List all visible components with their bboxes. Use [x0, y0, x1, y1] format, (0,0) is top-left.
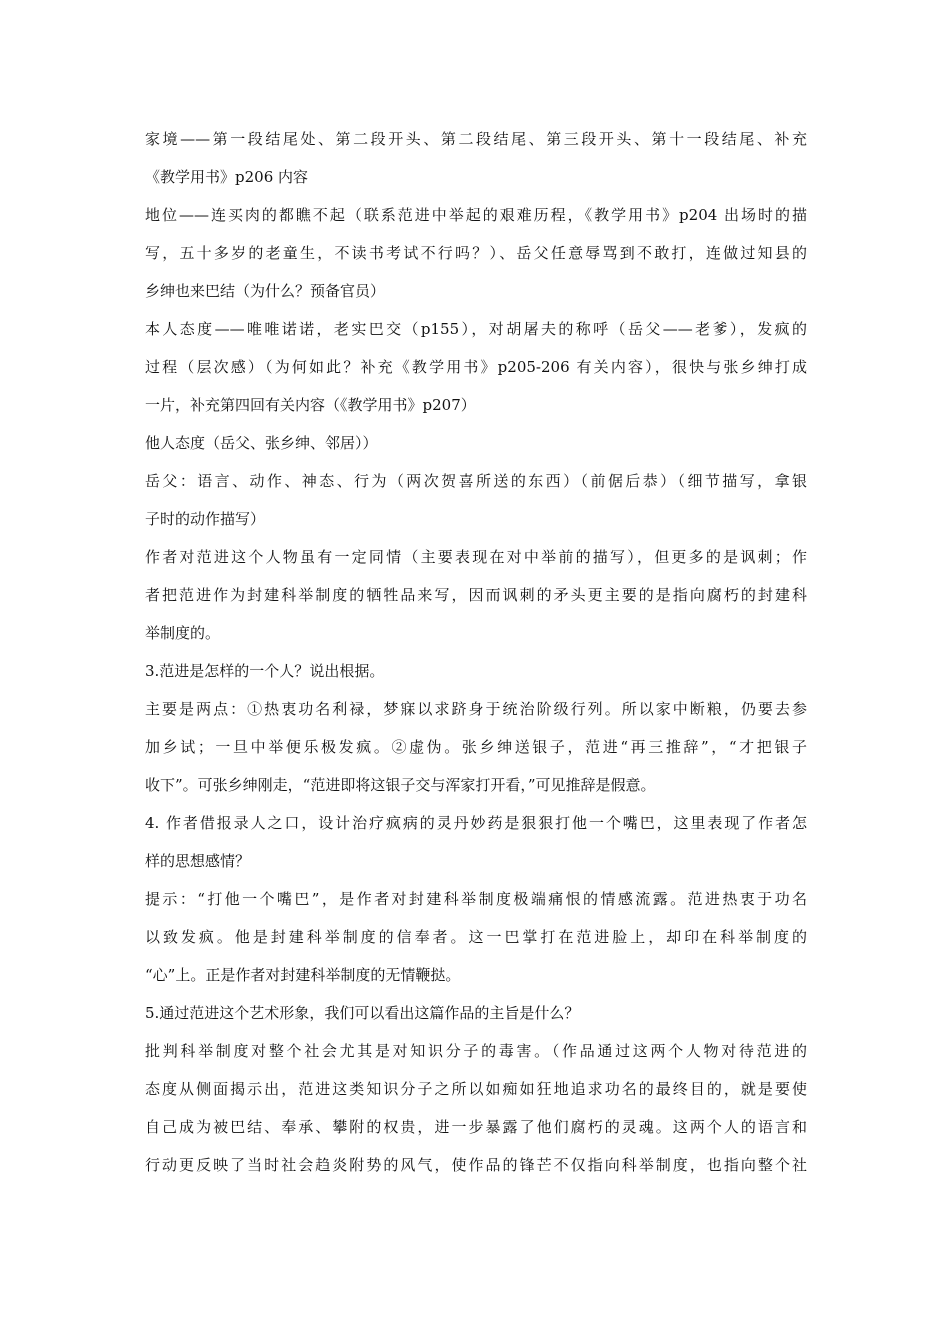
text-line: 者把范进作为封建科举制度的牺牲品来写，因而讽刺的矛头更主要的是指向腐朽的封建科 — [145, 586, 807, 604]
text-line: 以致发疯。他是封建科举制度的信奉者。这一巴掌打在范进脸上，却印在科举制度的 — [145, 928, 807, 946]
text-line: 主要是两点：①热衷功名利禄，梦寐以求跻身于统治阶级行列。所以家中断粮，仍要去参 — [145, 700, 807, 718]
text-line: 提示：“打他一个嘴巴”，是作者对封建科举制度极端痛恨的情感流露。范进热衷于功名 — [145, 890, 807, 908]
question-3 — [145, 652, 807, 690]
text-line: 他人态度（岳父、张乡绅、邻居）） — [145, 434, 378, 452]
text-line: 收下”。可张乡绅刚走，“范进即将这银子交与浑家打开看，”可见推辞是假意。 — [145, 776, 656, 794]
text-line: 一片，补充第四回有关内容（《教学用书》p207） — [145, 396, 476, 414]
text-line: “心”上。正是作者对封建科举制度的无情鞭挞。 — [145, 966, 461, 984]
question-heading: 4. 作者借报录人之口，设计治疗疯病的灵丹妙药是狠狠打他一个嘴巴，这里表现了作者怎 — [145, 814, 807, 832]
text-line: 举制度的。 — [145, 624, 221, 642]
text-line: 行动更反映了当时社会趋炎附势的风气，使作品的锋芒不仅指向科举制度，也指向整个社 — [145, 1156, 807, 1174]
paragraph-father-in-law — [145, 462, 807, 538]
question-4 — [145, 804, 807, 880]
paragraph-social-status — [145, 196, 807, 310]
text-line: 家境——第一段结尾处、第二段开头、第二段结尾、第三段开头、第十一段结尾、补充 — [145, 130, 807, 148]
text-line: 样的思想感情？ — [145, 852, 251, 870]
question-heading: 5.通过范进这个艺术形象，我们可以看出这篇作品的主旨是什么？ — [145, 1004, 580, 1022]
paragraph-own-attitude — [145, 310, 807, 424]
paragraph-family-background — [145, 120, 807, 196]
text-line: 作者对范进这个人物虽有一定同情（主要表现在对中举前的描写），但更多的是讽刺；作 — [145, 548, 807, 566]
question-5 — [145, 994, 807, 1032]
text-line: 子时的动作描写） — [145, 510, 266, 528]
text-line: 写，五十多岁的老童生，不读书考试不行吗？）、岳父任意辱骂到不敢打，连做过知县的 — [145, 244, 807, 262]
text-line: 过程（层次感）（为何如此？补充《教学用书》p205-206 有关内容），很快与张乡绅打成 — [145, 358, 807, 376]
text-line: 岳父：语言、动作、神态、行为（两次贺喜所送的东西）（前倨后恭）（细节描写，拿银 — [145, 472, 807, 490]
text-line: 加乡试；一旦中举便乐极发疯。②虚伪。张乡绅送银子，范进“再三推辞”，“才把银子 — [145, 738, 807, 756]
text-line: 态度从侧面揭示出，范进这类知识分子之所以如痴如狂地追求功名的最终目的，就是要使 — [145, 1080, 807, 1098]
answer-5 — [145, 1032, 807, 1184]
answer-4 — [145, 880, 807, 994]
text-line: 地位——连买肉的都瞧不起（联系范进中举起的艰难历程，《教学用书》p204 出场时的描 — [145, 206, 807, 224]
text-line: 乡绅也来巴结（为什么？预备官员） — [145, 282, 386, 300]
text-line: 本人态度——唯唯诺诺，老实巴交（p155），对胡屠夫的称呼（岳父——老爹），发疯的 — [145, 320, 807, 338]
text-line: 自己成为被巴结、奉承、攀附的权贵，进一步暴露了他们腐朽的灵魂。这两个人的语言和 — [145, 1118, 807, 1136]
paragraph-others-attitude — [145, 424, 807, 462]
answer-3 — [145, 690, 807, 804]
text-line: 《教学用书》p206 内容 — [145, 168, 309, 186]
text-line: 批判科举制度对整个社会尤其是对知识分子的毒害。（作品通过这两个人物对待范进的 — [145, 1042, 807, 1060]
question-heading: 3.范进是怎样的一个人？说出根据。 — [145, 662, 385, 680]
paragraph-author-attitude — [145, 538, 807, 652]
document-body — [145, 120, 807, 1184]
